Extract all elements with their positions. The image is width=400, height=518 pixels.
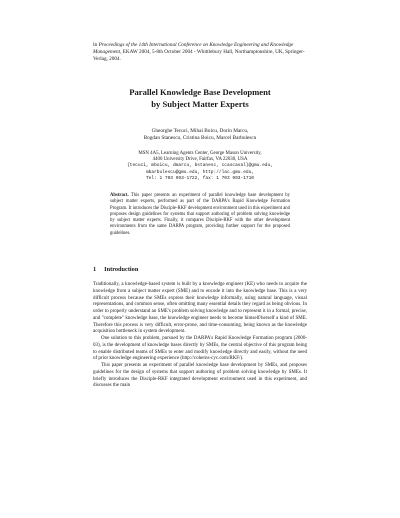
publication-note-venue: Proceedings of the 14th International Conference on Knowledge Engineering and Knowledge Management, (93, 42, 294, 55)
publication-note (93, 42, 307, 63)
abstract (110, 193, 290, 237)
paper-title-line-2: by Subject Matter Experts (151, 99, 249, 109)
section-number: 1 (93, 266, 97, 273)
section-body (93, 282, 307, 390)
phone-line: Tel: 1 703 993-1722, fax: 1 703 993-1710 (145, 175, 255, 181)
section-heading (93, 266, 307, 274)
email-line-1: {tecuci, mboicu, dmarcu, bstanesc, ccascaval}@gmu.edu, (127, 163, 273, 169)
paragraph-3: This paper presents an experiment of parallel knowledge base development by SMEs, and proposes guidelines for the design of systems that support authoring of problem solving knowledge by SMEs. It briefly introduces the Disciple-RKF integrated development environment used in this experiment, and discusses the main (93, 363, 307, 389)
author-line-2: Bogdan Stanescu, Cristina Boicu, Marcel Barbulescu (143, 135, 257, 142)
publication-note-details: EKAW 2004, 5-8th October 2004 - Whittlebury Hall, Northamptonshire, UK, Springer-Verlag, 2004. (93, 49, 305, 62)
paper-title (93, 86, 307, 110)
author-line-1: Gheorghe Tecuci, Mihai Boicu, Dorin Marcu, (151, 128, 249, 134)
paragraph-1: Traditionally, a knowledge-based system is built by a knowledge engineer (KE) who needs to acquire the knowledge from a subject matter expert (SME) and to encode it into the knowledge base. This is a very difficult process because the SMEs express their knowledge informally, using natural language, visual representations, and common sense, often omitting many essential details they regard as being obvious. In order to properly understand an SME's problem solving knowledge and to represent it in a formal, precise, and "complete" knowledge base, the knowledge engineer needs to become himself/herself a kind of SME. Therefore this process is very difficult, error-prone, and time-consuming, being known as the knowledge acquisition bottleneck in system development. (93, 282, 307, 335)
affiliation-line-1: MSN 4A5, Learning Agents Center, George Mason University, (138, 151, 262, 156)
paper-title-line-1: Parallel Knowledge Base Development (129, 87, 271, 97)
abstract-text: This paper presents an experiment of parallel knowledge base development by subject matter experts, performed as part of the DARPA's Rapid Knowledge Formation Program. It introduces the Disciple-RKF development environment used in this experiment and proposes design guidelines for systems that support authoring of problem solving knowledge by subject matter experts. Finally, it compares Disciple-RKF with the other development environments from the same DARPA program, providing further support for the proposed guidelines. (110, 193, 290, 236)
email-line-2: mbarbulescu@gmu.edu, http://lac.gmu.edu, (145, 169, 255, 175)
section-title: Introduction (104, 266, 139, 273)
affiliation-block (93, 151, 307, 182)
abstract-label: Abstract. (110, 193, 129, 198)
author-list (93, 128, 307, 142)
affiliation-line-2: 4400 University Drive, Fairfax, VA 22030, USA (152, 157, 248, 163)
paragraph-2: One solution to this problem, pursued by the DARPA's Rapid Knowledge Formation program (2000-03), is the development of knowledge bases directly by SMEs, the central objective of this program being to enable distributed teams of SMEs to enter and modify knowledge directly and easily, without the need of prior knowledge engineering experience (http://coherns-cyc.com/RKF/). (93, 336, 307, 362)
publication-note-prefix: In (93, 42, 99, 48)
